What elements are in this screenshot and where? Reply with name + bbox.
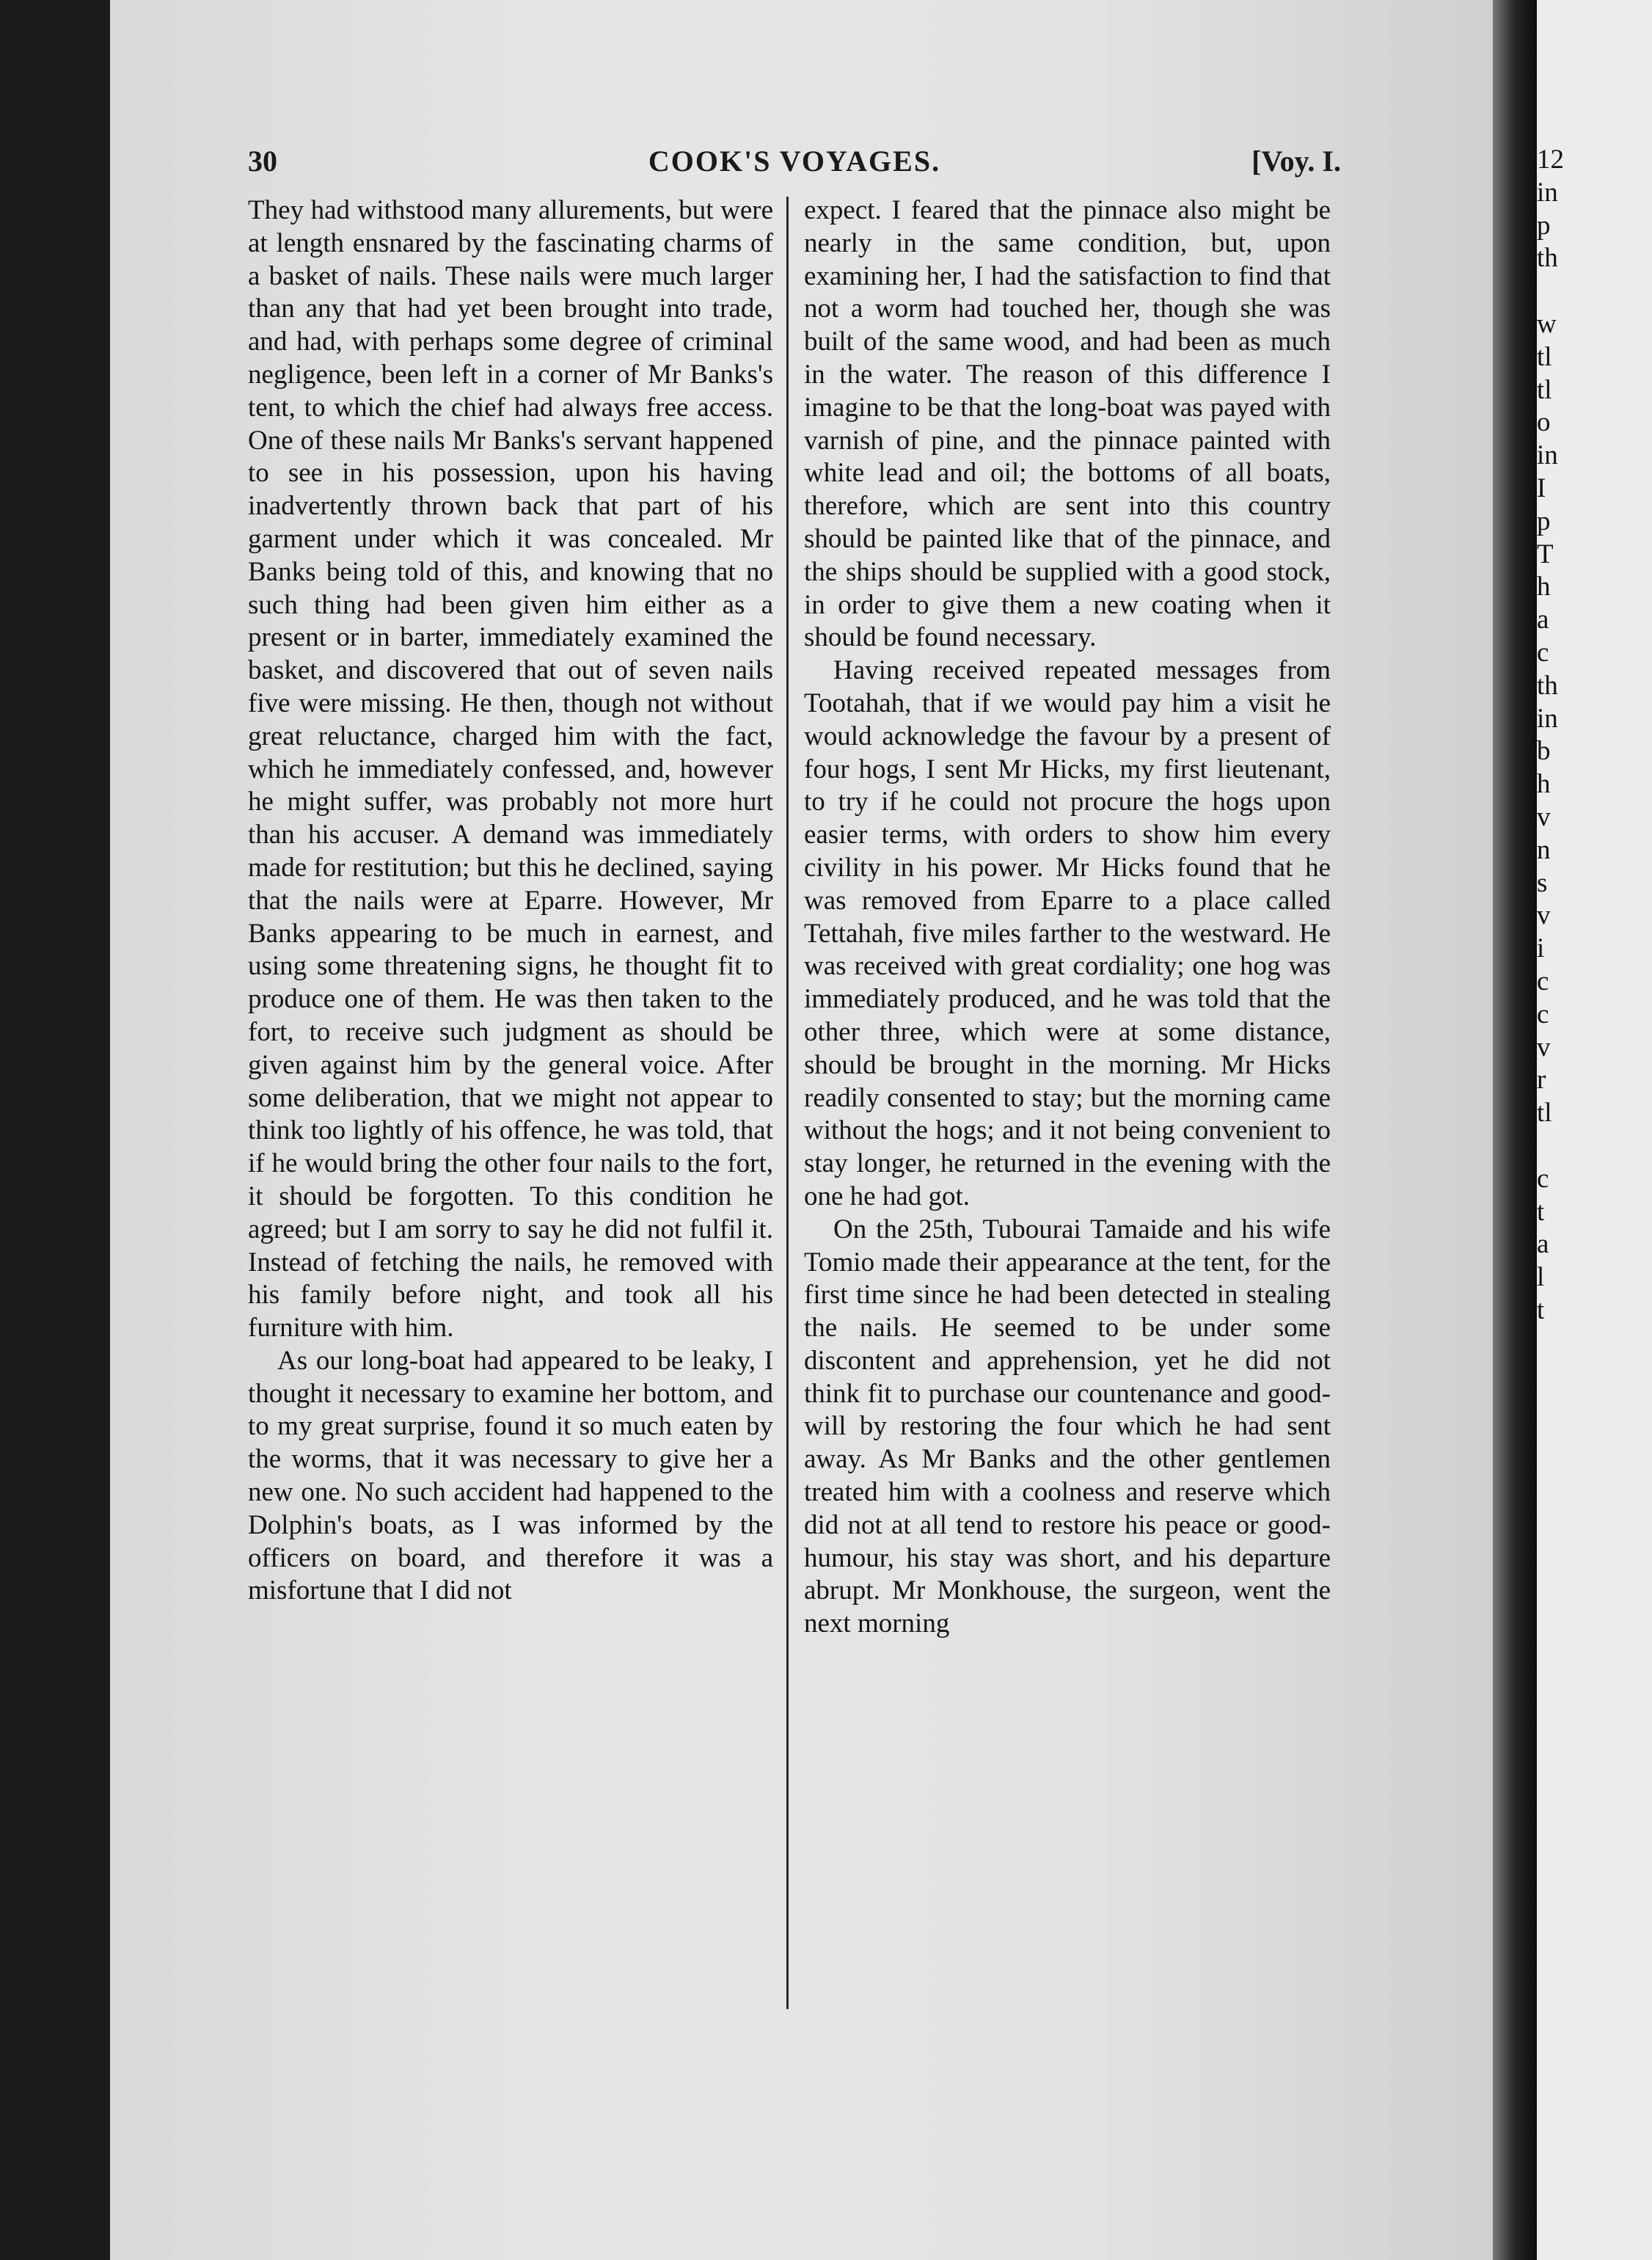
page-number: 30 [248,145,277,178]
edge-fragment: t [1537,1196,1545,1227]
edge-fragment: h [1537,572,1551,602]
edge-fragment: v [1537,801,1551,832]
volume-label: [Voy. I. [1251,145,1341,178]
edge-fragment: a [1537,1229,1549,1260]
edge-fragment: c [1537,1163,1549,1194]
running-header [248,144,1341,188]
edge-fragment: r [1537,1065,1546,1096]
edge-fragment [1537,1130,1652,1163]
edge-fragment: T [1537,539,1554,569]
paragraph: Having received repeated messages from Tootahah, that if we would pay him a visit he would acknowledge the favour by a present of four hogs, I sent Mr Hicks, my first lieutenant, to try if he could not procure the hogs upon easier terms, with orders to show him every civility in his power. Mr Hicks found that he was removed from Eparre to a place called Tettahah, five miles farther to the westward. He was received with great cordiality; one hog was immediately produced, and he was told that the other three, which were at some distance, should be brought in the morning. Mr Hicks readily consented to stay; but the morning came without the hogs; and it not being convenient to stay longer, he returned in the evening with the one he had got. [804,655,1331,1211]
edge-fragment: b [1537,736,1551,767]
edge-fragment: a [1537,605,1549,635]
text-column-right [804,194,1331,2022]
edge-fragment: th [1537,670,1558,701]
paragraph: They had withstood many allurements, but were at length ensnared by the fascinating charms of a basket of nails. These nails were much larger than any that had yet been brought into trade, and had, with perhaps some degree of criminal negligence, been left in a corner of Mr Banks's tent, to which the chief had always free access. One of these nails Mr Banks's servant happened to see in his possession, upon his having inadvertently thrown back that part of his garment under which it was concealed. Mr Banks being told of this, and knowing that no such thing had been given him either as a present or in barter, immediately examined the basket, and discovered that out of seven nails five were missing. He then, though not without great reluctance, charged him with the fact, which he immediately confessed, and, however he might suffer, was probably not more hurt than his accuser. A demand was immediately made for restitution; but this he declined, saying that the nails were at Eparre. However, Mr Banks appearing to be much in earnest, and using some threatening signs, he thought fit to produce one of them. He was then taken to the fort, to receive such judgment as should be given against him by the general voice. After some deliberation, that we might not appear to think too lightly of his offence, he was told, that if he would bring the other four nails to the fort, it should be forgotten. To this condition he agreed; but I am sorry to say he did not fulfil it. Instead of fetching the nails, he removed with his family before night, and took all his furniture with him. [248,195,773,1344]
edge-fragment: c [1537,999,1549,1029]
edge-fragment: th [1537,243,1558,274]
edge-fragment: t [1537,1294,1545,1325]
edge-fragment: h [1537,769,1551,800]
edge-fragment: in [1537,440,1558,471]
paragraph: On the 25th, Tubourai Tamaide and his wife Tomio made their appearance at the tent, for the first time since he had been detected in stealing the nails. He seemed to be under some discontent and apprehension, yet he did not think fit to purchase our countenance and good-will by restoring the four which he had sent away. As Mr Banks and the other gentlemen treated him with a coolness and reserve which did not at all tend to restore his peace or good-humour, his stay was short, and his departure abrupt. Mr Monkhouse, the surgeon, went the next morning [804,1214,1331,1639]
column-divider [786,197,789,2009]
edge-fragment: v [1537,900,1551,931]
edge-fragment: p [1537,210,1551,241]
edge-fragment: o [1537,407,1551,438]
running-title: COOK'S VOYAGES. [648,145,941,178]
edge-fragment: s [1537,867,1548,898]
edge-fragment: v [1537,1032,1551,1062]
edge-fragment: c [1537,966,1549,996]
edge-fragment: tl [1537,1098,1552,1129]
edge-fragment [1537,275,1652,308]
facing-page-edge [1537,0,1652,2260]
edge-fragment: n [1537,834,1551,865]
edge-fragment: c [1537,637,1549,668]
edge-fragment: I [1537,473,1546,503]
paragraph: expect. I feared that the pinnace also might be nearly in the same condition, but, upon examining her, I had the satisfaction to find that not a worm had touched her, though she was built of the same wood, and had been as much in the water. The reason of this difference I imagine to be that the long-boat was payed with varnish of pine, and the pinnace painted with white lead and oil; the bottoms of all boats, therefore, which are sent into this country should be painted like that of the pinnace, and the ships should be supplied with a good stock, in order to give them a new coating when it should be found necessary. [804,195,1331,653]
edge-fragment: w [1537,308,1557,339]
facing-page-text-fragments [1537,144,1652,1327]
edge-fragment: in [1537,177,1558,208]
edge-fragment: in [1537,703,1558,734]
book-gutter [1493,0,1537,2260]
edge-fragment: i [1537,933,1545,964]
edge-fragment: p [1537,506,1551,536]
edge-fragment: tl [1537,341,1552,372]
edge-fragment: 12 [1537,145,1564,175]
paragraph: As our long-boat had appeared to be leaky, I thought it necessary to examine her bottom, and to my great surprise, found it so much eaten by the worms, that it was necessary to give her a new one. No such accident had happened to the Dolphin's boats, as I was informed by the officers on board, and therefore it was a misfortune that I did not [248,1345,773,1606]
edge-fragment: tl [1537,374,1552,405]
edge-fragment: l [1537,1262,1545,1293]
text-column-left [248,194,773,2022]
